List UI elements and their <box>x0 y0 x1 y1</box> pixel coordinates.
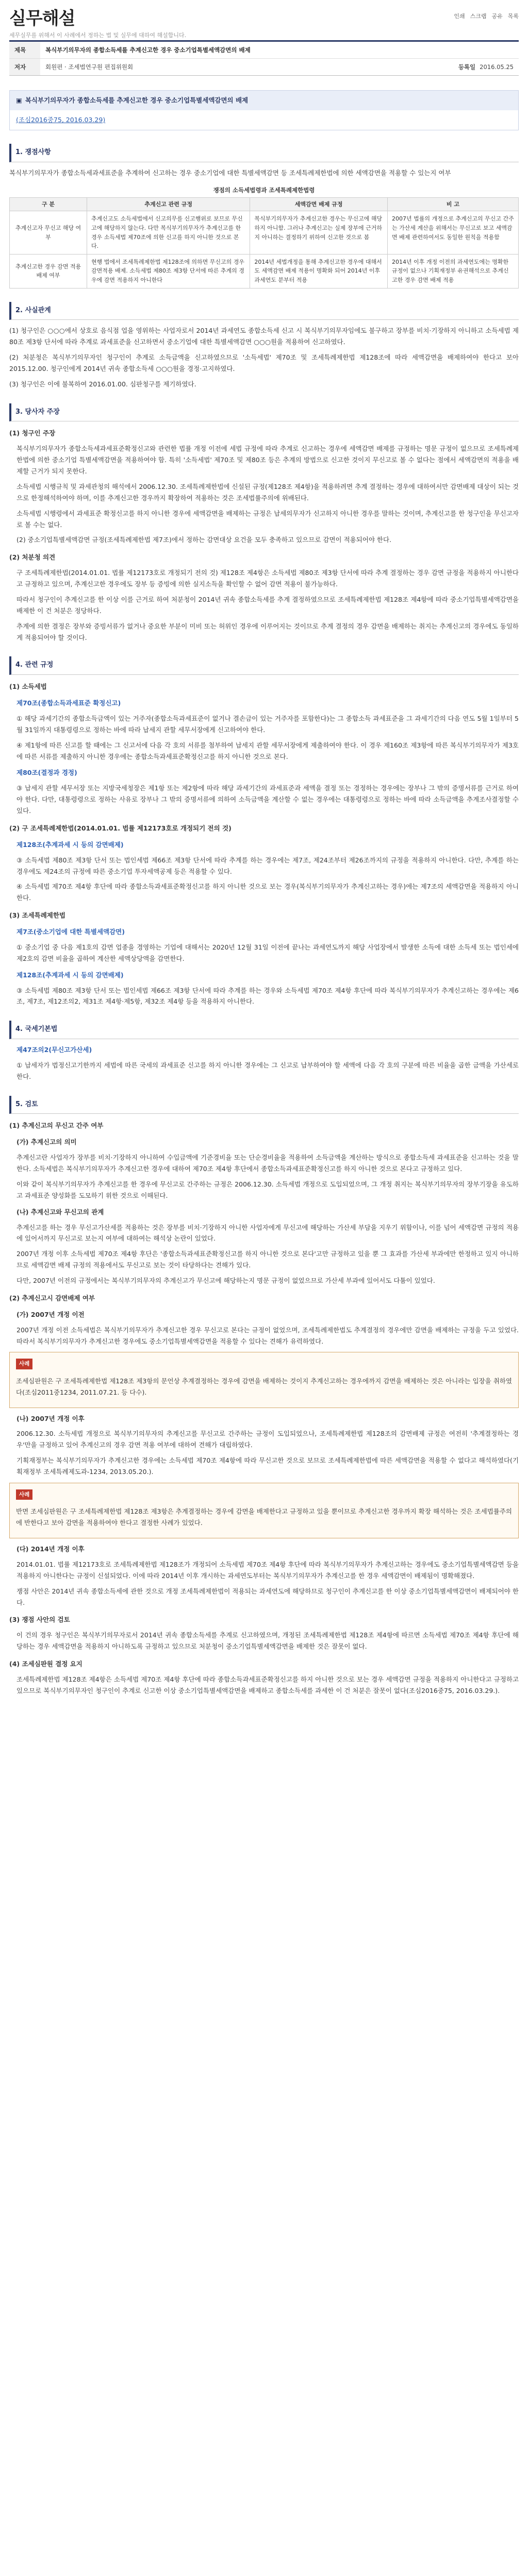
section-facts <box>9 302 519 390</box>
paragraph: ③ 납세지 관할 세무서장 또는 지방국세청장은 제1항 또는 제2항에 따라 해당 과세기간의 과세표준과 세액을 결정 또는 경정하는 경우에는 장부나 그 밖의 증명서류를 근거로 하여야 한다. 다만, 대통령령으로 정하는 사유로 장부나 그 밖의 증명서류에 의하여 소득금액을 계산할 수 없는 경우에는 대통령령으로 정하는 바에 따라 소득금액을 추계조사결정할 수 있다. <box>16 784 519 815</box>
table-cell: 2014년 세법개정을 통해 추계신고한 경우에 대해서도 세액감면 배제 적용이 명확화 되어 2014년 이후 과세연도 분부터 적용 <box>250 254 388 288</box>
sub-heading: (3) 쟁점 사안의 검토 <box>9 1616 70 1624</box>
paragraph: ④ 소득세법 제70조 제4항 후단에 따라 종합소득과세표준확정신고를 하지 아니한 것으로 보는 경우(복식부기의무자가 추계신고하는 경우)에는 제7조의 세액감면을 적용하지 아니한다. <box>16 883 519 902</box>
summary-body <box>10 110 518 130</box>
document-icon: ▣ <box>16 96 22 105</box>
case-tag: 사례 <box>16 1359 32 1369</box>
paragraph: 소득세법 시행령에서 과세표준 확정신고를 하지 아니한 경우에 세액감면을 배제하는 규정은 납세의무자가 신고하지 아니한 경우를 말하는 것이며, 추계신고를 한 청구인을 무신고자로 볼 수는 없다. <box>16 509 519 529</box>
paragraph: (3) 청구인은 이에 불복하여 2016.01.00. 심판청구를 제기하였다. <box>9 380 196 388</box>
sub-heading: (1) 추계신고의 무신고 간주 여부 <box>9 1122 104 1130</box>
sub-heading: (4) 조세심판원 결정 요지 <box>9 1660 82 1668</box>
paragraph: (1) 청구인은 ○○○에서 상호로 음식점 업을 영위하는 사업자로서 2014년 과세연도 종합소득세 신고 시 복식부기의무자임에도 불구하고 장부를 비치·기장하지 아니하고 소득세법 제80조 제3항 단서에 따라 추계로 과세표준을 신고하면서 중소기업에 대한 특별세액감면 ○○○원을 적용하여 신고하였다. <box>9 327 519 346</box>
sub-heading: (3) 조세특례제한법 <box>9 911 66 920</box>
paragraph: 2014.01.01. 법률 제12173호로 조세특례제한법 제128조가 개정되어 소득세법 제70조 제4항 후단에 따라 복식부기의무자가 추계신고하는 경우에도 중소기업특별세액감면 등을 적용하지 아니한다는 규정이 신설되었다. 이에 따라 2014년 이후 개시하는 과세연도부터는 복식부기의무자가 추계신고를 한 경우 세액감면이 배제됨이 명확해졌다. <box>16 1560 519 1580</box>
paragraph: ③ 소득세법 제80조 제3항 단서 또는 법인세법 제66조 제3항 단서에 따라 추계를 하는 경우에는 제7조, 제24조부터 제26조까지의 규정을 적용하지 아니한다. 다만, 추계를 하는 경우에도 제24조의 규정에 따른 중소기업 투자세액공제 등은 적용할 수 있다. <box>16 856 519 875</box>
share-button[interactable]: 공유 <box>491 13 503 20</box>
law-article-title: 제128조(추계과세 시 등의 감면배제) <box>16 971 124 979</box>
paragraph: 다만, 2007년 이전의 규정에서는 복식부기의무자의 추계신고가 무신고에 해당하는지 명문 규정이 없었으므로 가산세 부과에 있어서도 다툼이 있었다. <box>16 1277 435 1284</box>
section-title: 2. 사실관계 <box>9 302 519 320</box>
table-cell: 2014년 이후 개정 이전의 과세연도에는 명확한 규정이 없으나 기획재정부 유권해석으로 추계신고한 경우 감면 배제 적용 <box>387 254 518 288</box>
page-title: 실무해설 <box>9 8 75 29</box>
meta-label-author: 저자 <box>9 59 40 75</box>
meta-row-author <box>9 59 519 75</box>
article-author: 회원편 · 조세법연구원 편집위원회 <box>45 63 134 71</box>
law-article-title: 제128조(추계과세 시 등의 감면배제) <box>16 840 124 849</box>
paragraph: 소득세법 시행규칙 및 과세관청의 해석에서 2006.12.30. 조세특례제한법에 신설된 규정(제128조 제4항)을 적용하려면 추계 결정하는 경우에 대하여서만 감면배제 대상이 되는 것으로 한정해석하여야 하며, 이를 추계신고한 경우까지 확장하여 적용하는 것은 조세법률주의에 위배된다. <box>16 482 519 502</box>
table-caption: 쟁점의 소득세법령과 조세특례제한법령 <box>213 186 315 194</box>
meta-label-date: 등록일 <box>458 63 476 71</box>
sub-heading: (2) 처분청 의견 <box>9 553 56 562</box>
paragraph: 2007년 개정 이전 소득세법은 복식부기의무자가 추계신고한 경우 무신고로 본다는 규정이 없었으며, 조세특례제한법도 추계결정의 경우에만 감면을 배제하는 규정을 두고 있었다. 따라서 복식부기의무자가 추계신고한 경우에도 중소기업특별세액감면을 적용할 수 있다는 견해가 유력하였다. <box>16 1326 519 1345</box>
section-issue <box>9 144 519 289</box>
summary-title: 복식부기의무자가 종합소득세를 추계신고한 경우 중소기업특별세액감면의 배제 <box>25 96 249 105</box>
case-link[interactable]: (조심2016중75, 2016.03.29) <box>16 116 106 124</box>
scrap-button[interactable]: 스크랩 <box>470 13 487 20</box>
paragraph: ① 중소기업 중 다음 제1호의 감면 업종을 경영하는 기업에 대해서는 2020년 12월 31일 이전에 끝나는 과세연도까지 해당 사업장에서 발생한 소득에 대한 소득세 또는 법인세에 제2호의 감면 비율을 곱하여 계산한 세액상당액을 감면한다. <box>16 943 519 962</box>
meta-table <box>9 42 519 76</box>
article-date: 2016.05.25 <box>480 63 514 71</box>
sub-sub-heading: (가) 추계신고의 의미 <box>16 1138 77 1146</box>
section-title: 4. 국세기본법 <box>9 1021 519 1039</box>
paragraph: 복식부기의무자가 종합소득세과세표준을 추계하여 신고하는 경우 중소기업에 대한 특별세액감면 등 조세특례제한법에 의한 세액감면을 적용할 수 있는지 여부 <box>9 168 451 177</box>
paragraph: 이와 같이 복식부기의무자가 추계신고를 한 경우에 무신고로 간주하는 규정은 2006.12.30. 소득세법 개정으로 도입되었으며, 그 개정 취지는 복식부기의무자의 장부기장을 유도하고 과세표준 양성화를 도모하기 위한 것으로 이해된다. <box>16 1180 519 1199</box>
sub-sub-heading: (나) 2007년 개정 이후 <box>16 1414 85 1422</box>
section-laws <box>9 656 519 1007</box>
section-basic-law <box>9 1021 519 1082</box>
sub-sub-heading: (다) 2014년 개정 이후 <box>16 1545 85 1553</box>
paragraph: 따라서 청구인이 추계신고를 한 이상 이를 근거로 하여 처분청이 2014년 귀속 종합소득세를 추계 결정하였으므로 조세특례제한법 제128조 제4항에 따라 중소기업특별세액감면을 배제한 이 건 처분은 정당하다. <box>16 595 519 615</box>
table-header-cell: 구 분 <box>10 197 87 211</box>
page-subtitle: 세무실무를 위해서 이 사례에서 정하는 법 및 실무에 대하여 해설합니다. <box>9 32 187 39</box>
case-quote-box <box>9 1483 519 1538</box>
table-header-cell: 세액감면 배제 규정 <box>250 197 388 211</box>
table-cell: 2007년 법률의 개정으로 추계신고의 무신고 간주는 가산세 계산을 위해서는 무신고로 보고 세액감면 배제 관련하여서도 동일한 원칙을 적용함 <box>387 211 518 254</box>
law-article-title: 제47조의2(무신고가산세) <box>16 1046 92 1054</box>
law-article-title: 제7조(중소기업에 대한 특별세액감면) <box>16 928 125 936</box>
sub-sub-heading: (나) 추계신고와 무신고의 관계 <box>16 1208 104 1216</box>
section-review <box>9 1096 519 1697</box>
print-button[interactable]: 인쇄 <box>454 13 465 20</box>
law-article-title: 제70조(종합소득과세표준 확정신고) <box>16 699 121 707</box>
table-row-head: 추계신고자 무신고 해당 여부 <box>10 211 87 254</box>
table-cell: 현행 법에서 조세특례제한법 제128조에 의하면 무신고의 경우 감면적용 배제. 소득세법 제80조 제3항 단서에 따른 추계의 경우에 감면 적용하지 아니한다 <box>87 254 250 288</box>
paragraph: 추계신고를 하는 경우 무신고가산세를 적용하는 것은 장부를 비치·기장하지 아니한 사업자에게 무신고에 해당하는 가산세 부담을 지우기 위함이나, 이를 넘어 세액감면 규정의 적용에 있어서까지 무신고로 보는지 여부에 대하여는 해석상 논란이 있었다. <box>16 1223 519 1243</box>
paragraph: 2007년 개정 이후 소득세법 제70조 제4항 후단은 '종합소득과세표준확정신고를 하지 아니한 것으로 본다'고만 규정하고 있을 뿐 그 효과를 가산세 부과에만 한정하고 있지 아니하므로 세액감면 배제 규정의 적용에서도 무신고로 보는 것이 타당하다는 견해가 있다. <box>16 1250 519 1269</box>
paragraph: ① 납세자가 법정신고기한까지 세법에 따른 국세의 과세표준 신고를 하지 아니한 경우에는 그 신고로 납부하여야 할 세액에 다음 각 호의 구분에 따른 비율을 곱한 금액을 가산세로 한다. <box>16 1061 519 1080</box>
summary-head <box>10 91 518 110</box>
paragraph: (2) 처분청은 복식부기의무자인 청구인이 추계로 소득금액을 신고하였으므로 '소득세법' 제70조 및 조세특례제한법 제128조에 따라 세액감면을 배제하여야 한다고 보아 2015.12.00. 청구인에게 2014년 귀속 종합소득세 ○○○원을 경정·고지하였다. <box>9 353 519 372</box>
section-title: 1. 쟁점사항 <box>9 144 519 162</box>
paragraph: 이 건의 경우 청구인은 복식부기의무자로서 2014년 귀속 종합소득세를 추계로 신고하였으며, 개정된 조세특례제한법 제128조 제4항에 따르면 소득세법 제70조 제4항 후단에 해당하는 경우 세액감면을 적용하지 아니하도록 규정하고 있으므로 처분청이 중소기업특별세액감면을 배제한 것은 잘못이 없다. <box>16 1631 519 1651</box>
comparison-table <box>9 197 519 289</box>
summary-box <box>9 90 519 130</box>
table-header-cell: 추계신고 관련 규정 <box>87 197 250 211</box>
list-button[interactable]: 목록 <box>507 13 519 20</box>
sub-sub-heading: (가) 2007년 개정 이전 <box>16 1310 85 1318</box>
paragraph: 쟁점 사안은 2014년 귀속 종합소득세에 관한 것으로 개정 조세특례제한법이 적용되는 과세연도에 해당하므로 청구인이 추계신고를 한 이상 중소기업특별세액감면이 배제되어야 한다. <box>16 1587 519 1606</box>
table-header-cell: 비 고 <box>387 197 518 211</box>
paragraph: ④ 제1항에 따른 신고를 할 때에는 그 신고서에 다음 각 호의 서류를 첨부하여 납세지 관할 세무서장에게 제출하여야 한다. 이 경우 제160조 제3항에 따른 복식부기의무자가 제3호에 따른 서류를 제출하지 아니한 경우에는 종합소득과세표준확정신고를 하지 아니한 것으로 본다. <box>16 741 519 760</box>
section-claims <box>9 403 519 643</box>
section-title: 4. 관련 규정 <box>9 656 519 675</box>
paragraph: ③ 소득세법 제80조 제3항 단서 또는 법인세법 제66조 제3항 단서에 따라 추계를 하는 경우와 소득세법 제70조 제4항 후단에 따라 복식부기의무자가 추계신고하는 경우에는 제6조, 제7조, 제12조의2, 제31조 제4항·제5항, 제32조 제4항 등을 적용하지 아니한다. <box>16 986 519 1006</box>
law-article-title: 제80조(결정과 경정) <box>16 769 77 777</box>
article-date-wrap <box>453 59 519 75</box>
meta-label-title: 제목 <box>9 42 40 58</box>
case-quote-box <box>9 1352 519 1408</box>
meta-row-title <box>9 42 519 59</box>
paragraph: 복식부기의무자가 종합소득세과세표준확정신고와 관련한 법률 개정 이전에 세법 규정에 따라 추계로 신고하는 경우에 세액감면 배제를 규정하는 명문 규정이 없으므로 조세특례제한법에 의한 중소기업 특별세액감면을 적용하여야 함. 특히 '소득세법' 제70조 및 제80조 등은 추계의 방법으로 신고한 것이지 무신고로 볼 수 없다는 점에서 세액감면의 적용을 배제할 근거가 되지 못한다. <box>16 445 519 475</box>
sub-heading: (2) 추계신고시 감면배제 여부 <box>9 1294 95 1302</box>
sub-heading: (1) 청구인 주장 <box>9 429 56 437</box>
table-row <box>10 211 519 254</box>
table-row-head: 추계신고한 경우 감면 적용 배제 여부 <box>10 254 87 288</box>
article-title: 복식부기의무자의 종합소득세를 추계신고한 경우 중소기업특별세액감면의 배제 <box>45 46 251 54</box>
paragraph: (2) 중소기업특별세액감면 규정(조세특례제한법 제7조)에서 정하는 감면대상 요건을 모두 충족하고 있으므로 감면이 적용되어야 한다. <box>16 536 392 544</box>
table-cell: 추계신고도 소득세법에서 신고의무를 신고행위로 보므로 무신고에 해당하지 않는다. 다만 복식부기의무자가 추계신고를 한 경우 소득세법 제70조에 의한 신고를 하지 아니한 것으로 본다. <box>87 211 250 254</box>
paragraph: 조세심판원은 구 조세특례제한법 제128조 제3항의 문언상 추계결정하는 경우에 감면을 배제하는 것이지 추계신고하는 경우에까지 감면을 배제하는 것은 아니라는 입장을 취하였다(조심2011중1234, 2011.07.21. 등 다수). <box>16 1377 512 1396</box>
paragraph: 조세특례제한법 제128조 제4항은 소득세법 제70조 제4항 후단에 따라 종합소득과세표준확정신고를 하지 아니한 것으로 보는 경우 세액감면 규정을 적용하지 아니한다고 규정하고 있으므로 복식부기의무자인 청구인이 추계로 신고한 이상 중소기업특별세액감면을 배제하고 종합소득세를 과세한 이 건 처분은 잘못이 없다(조심2016중75, 2016.03.29.). <box>16 1675 519 1694</box>
paragraph: 기획재정부는 복식부기의무자가 추계신고한 경우에는 소득세법 제70조 제4항에 따라 무신고한 것으로 보므로 조세특례제한법에 따른 세액감면을 적용할 수 없다고 해석하였다(기획재정부 조세특례제도과-1234, 2013.05.20.). <box>16 1456 519 1476</box>
paragraph: 구 조세특례제한법(2014.01.01. 법률 제12173호로 개정되기 전의 것) 제128조 제4항은 소득세법 제80조 제3항 단서에 따라 추계 결정하는 경우 감면 규정을 적용하지 아니한다고 규정하고 있으며, 추계신고한 경우에도 장부 등 증빙에 의한 실지소득을 확인할 수 없어 감면 적용이 불가능하다. <box>16 569 519 588</box>
sub-heading: (2) 구 조세특례제한법(2014.01.01. 법률 제12173호로 개정되기 전의 것) <box>9 824 232 832</box>
case-tag: 사례 <box>16 1489 32 1500</box>
section-title: 3. 당사자 주장 <box>9 403 519 422</box>
sub-heading: (1) 소득세법 <box>9 683 47 691</box>
table-row <box>10 254 519 288</box>
table-cell: 복식부기의무자가 추계신고한 경우는 무신고에 해당하지 아니함. 그러나 추계신고는 실제 장부에 근거하지 아니하는 결정하기 위하여 신고한 것으로 봄 <box>250 211 388 254</box>
section-title: 5. 검토 <box>9 1096 519 1114</box>
table-header-row <box>10 197 519 211</box>
site-header <box>0 0 528 37</box>
top-actions <box>454 11 519 21</box>
paragraph: 추계에 의한 결정은 장부와 증빙서류가 없거나 중요한 부분이 미비 또는 허위인 경우에 이루어지는 것이므로 추계 결정의 경우 감면을 배제하는 취지는 추계신고의 경우에도 동일하게 적용되어야 할 것이다. <box>16 622 519 641</box>
paragraph: 반면 조세심판원은 구 조세특례제한법 제128조 제3항은 추계결정하는 경우에 감면을 배제한다고 규정하고 있을 뿐이므로 추계신고한 경우까지 확장 해석하는 것은 조세법률주의에 반한다고 보아 감면을 적용하여야 한다고 결정한 사례가 있었다. <box>16 1507 512 1527</box>
paragraph: ① 해당 과세기간의 종합소득금액이 있는 거주자(종합소득과세표준이 없거나 결손금이 있는 거주자를 포함한다)는 그 종합소득 과세표준을 그 과세기간의 다음 연도 5월 1일부터 5월 31일까지 대통령령으로 정하는 바에 따라 납세지 관할 세무서장에게 신고하여야 한다. <box>16 714 519 734</box>
paragraph: 추계신고란 사업자가 장부를 비치·기장하지 아니하여 수입금액에 기준경비율 또는 단순경비율을 적용하여 소득금액을 계산하는 방식으로 종합소득세 과세표준을 신고하는 것을 말한다. 소득세법은 복식부기의무자가 추계신고한 경우에 대하여 제70조 제4항 후단에서 종합소득과세표준확정신고를 하지 아니한 것으로 본다고 규정하고 있다. <box>16 1154 519 1173</box>
paragraph: 2006.12.30. 소득세법 개정으로 복식부기의무자의 추계신고를 무신고로 간주하는 규정이 도입되었으나, 조세특례제한법 제128조의 감면배제 규정은 여전히 '추계결정하는 경우'만을 규정하고 있어 추계신고의 경우 감면 적용 여부에 대하여 견해가 대립하였다. <box>16 1430 519 1449</box>
